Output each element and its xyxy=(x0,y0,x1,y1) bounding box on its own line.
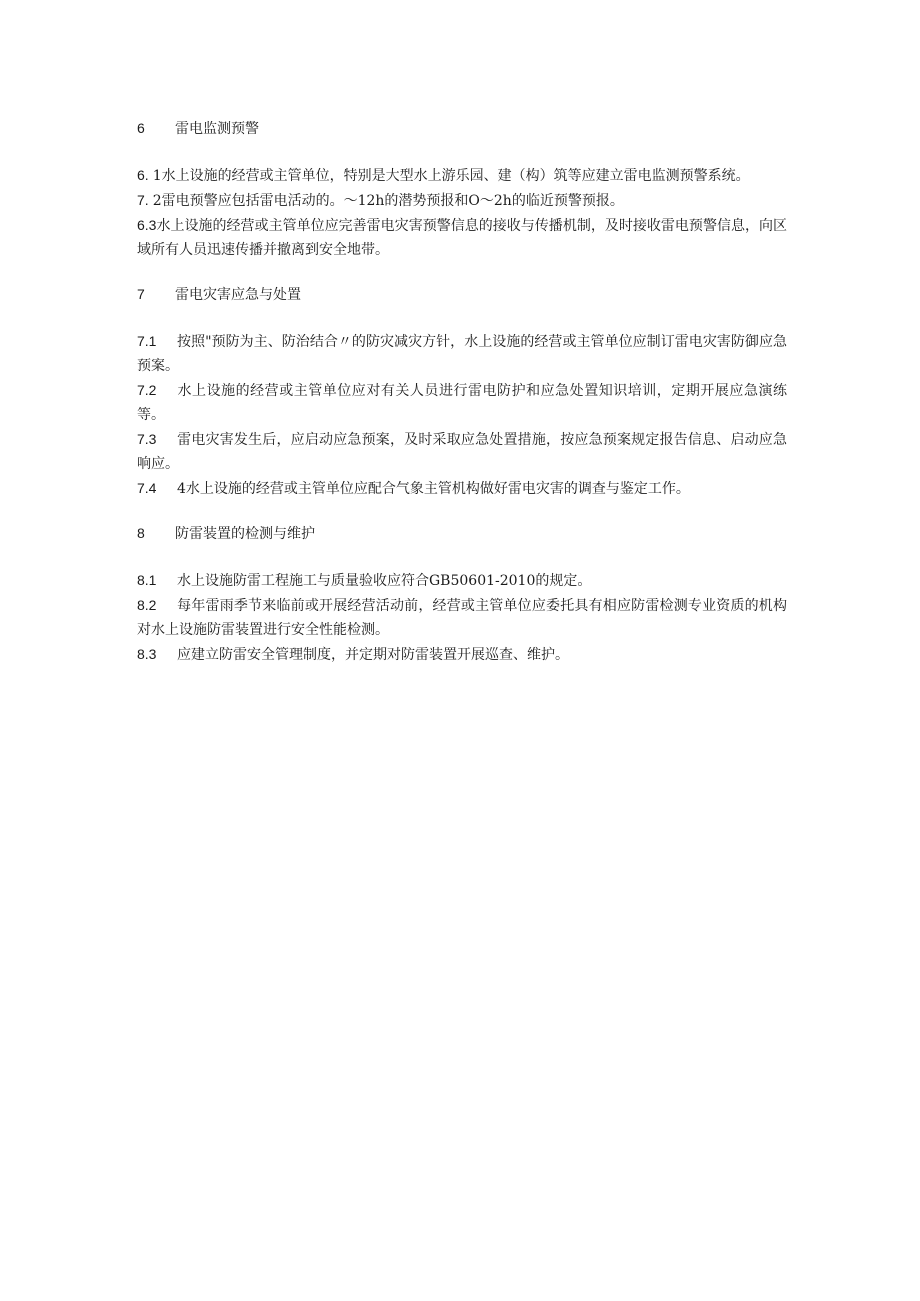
paragraph-number: 7.2 xyxy=(137,382,157,398)
paragraph-6-3 xyxy=(137,213,787,262)
paragraph-text: 水上设施的经营或主管单位应完善雷电灾害预警信息的接收与传播机制，及时接收雷电预警信息，向区域所有人员迅速传播并撤离到安全地带。 xyxy=(137,218,787,258)
section-heading xyxy=(137,282,787,307)
paragraph-number: 8.1 xyxy=(137,572,157,588)
section-heading xyxy=(137,521,787,546)
paragraph-text: 雷电灾害发生后，应启动应急预案，及时采取应急处置措施，按应急预案规定报告信息、启动应急响应。 xyxy=(137,432,787,472)
paragraph-7-2 xyxy=(137,378,787,427)
paragraph-text: 2雷电预警应包括雷电活动的。〜12h的潜势预报和O〜2h的临近预警预报。 xyxy=(152,193,624,209)
section-title: 雷电灾害应急与处置 xyxy=(175,287,301,303)
paragraph-text: 水上设施防雷工程施工与质量验收应符合GB50601-2010的规定。 xyxy=(177,573,592,589)
paragraph-8-2 xyxy=(137,593,787,642)
paragraph-7-1 xyxy=(137,329,787,378)
paragraph-6-2 xyxy=(137,188,787,213)
section-8 xyxy=(137,521,787,667)
paragraph-number: 6.3 xyxy=(137,217,157,233)
paragraph-number: 7.3 xyxy=(137,431,157,447)
paragraph-8-1 xyxy=(137,568,787,593)
paragraph-text: 每年雷雨季节来临前或开展经营活动前，经营或主管单位应委托具有相应防雷检测专业资质的机构对水上设施防雷装置进行安全性能检测。 xyxy=(137,598,787,638)
paragraph-7-4 xyxy=(137,476,787,501)
document-body xyxy=(137,116,787,667)
section-number: 8 xyxy=(137,525,145,541)
paragraph-number: 7. xyxy=(137,192,149,208)
paragraph-7-3 xyxy=(137,427,787,476)
paragraph-text: 水上设施的经营或主管单位应对有关人员进行雷电防护和应急处置知识培训，定期开展应急演练等。 xyxy=(137,383,787,423)
section-title: 雷电监测预警 xyxy=(175,121,259,137)
paragraph-number: 8.3 xyxy=(137,646,157,662)
section-7 xyxy=(137,282,787,501)
section-number: 7 xyxy=(137,286,145,302)
section-number: 6 xyxy=(137,120,145,136)
section-heading xyxy=(137,116,787,141)
paragraph-text: 1水上设施的经营或主管单位，特别是大型水上游乐园、建（构）筑等应建立雷电监测预警系统。 xyxy=(152,168,750,184)
paragraph-text: 应建立防雷安全管理制度，并定期对防雷装置开展巡查、维护。 xyxy=(177,647,569,663)
paragraph-text: 4水上设施的经营或主管单位应配合气象主管机构做好雷电灾害的调查与鉴定工作。 xyxy=(177,481,690,497)
paragraph-number: 6. xyxy=(137,167,149,183)
paragraph-text: 按照"预防为主、防治结合〃的防灾减灾方针，水上设施的经营或主管单位应制订雷电灾害防御应急预案。 xyxy=(137,334,787,374)
paragraph-number: 7.1 xyxy=(137,333,157,349)
paragraph-number: 7.4 xyxy=(137,480,157,496)
paragraph-6-1 xyxy=(137,163,787,188)
section-title: 防雷装置的检测与维护 xyxy=(175,526,315,542)
paragraph-number: 8.2 xyxy=(137,597,157,613)
paragraph-8-3 xyxy=(137,642,787,667)
section-6 xyxy=(137,116,787,262)
